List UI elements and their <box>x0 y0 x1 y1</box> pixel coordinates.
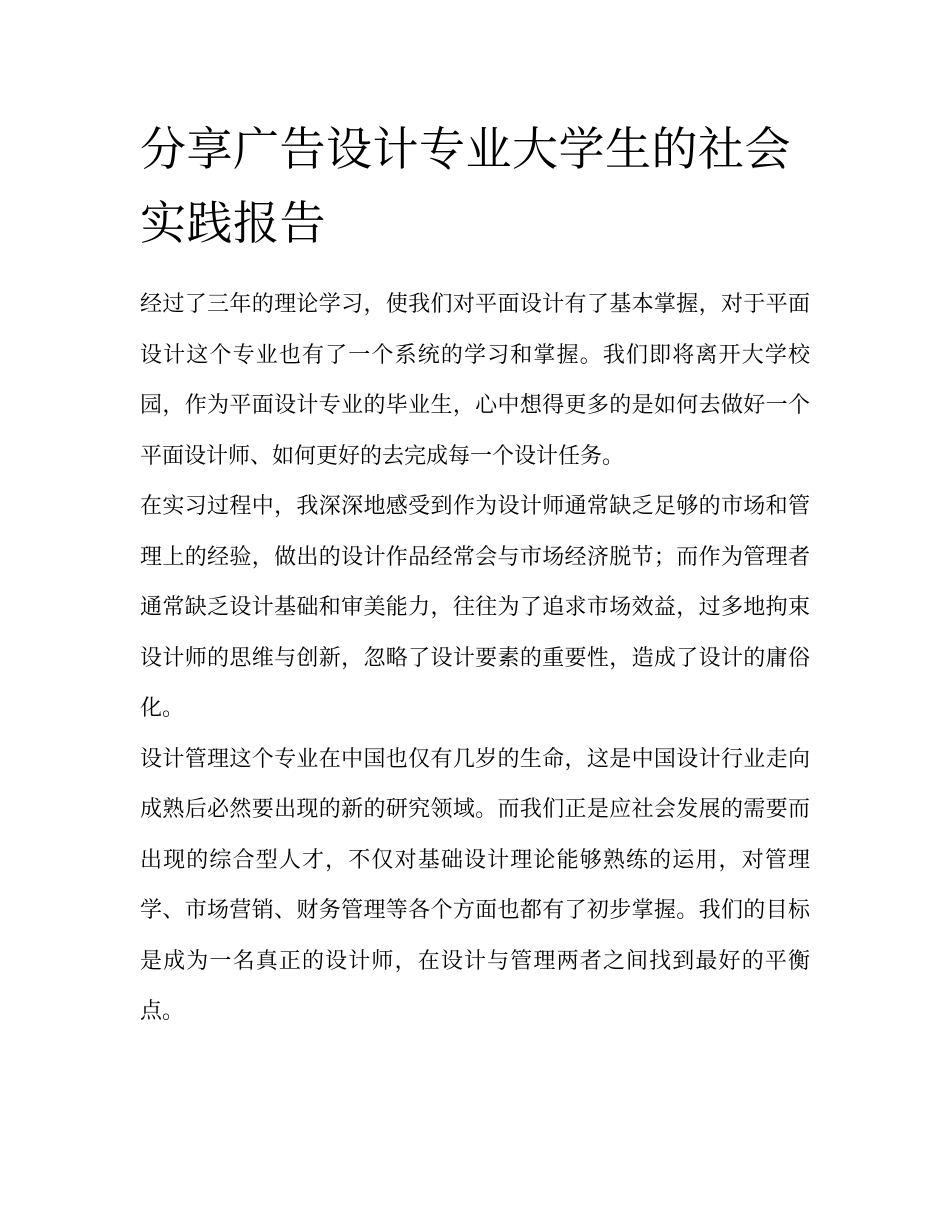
paragraph-2: 在实习过程中，我深深地感受到作为设计师通常缺乏足够的市场和管理上的经验，做出的设计作品经常会与市场经济脱节；而作为管理者通常缺乏设计基础和审美能力，往往为了追求市场效益，过多地拘束设计师的思维与创新，忽略了设计要素的重要性，造成了设计的庸俗化。 <box>140 494 810 721</box>
paragraph-3: 设计管理这个专业在中国也仅有几岁的生命，这是中国设计行业走向成熟后必然要出现的新的研究领域。而我们正是应社会发展的需要而出现的综合型人才，不仅对基础设计理论能够熟练的运用，对管理学、市场营销、财务管理等各个方面也都有了初步掌握。我们的目标是成为一名真正的设计师，在设计与管理两者之间找到最好的平衡点。 <box>140 746 810 1024</box>
paragraph-1: 经过了三年的理论学习，使我们对平面设计有了基本掌握，对于平面设计这个专业也有了一个系统的学习和掌握。我们即将离开大学校园，作为平面设计专业的毕业生，心中想得更多的是如何去做好一个平面设计师、如何更好的去完成每一个设计任务。 <box>140 292 810 469</box>
document-body <box>140 112 810 1038</box>
document-title: 分享广告设计专业大学生的社会实践报告 <box>140 122 791 250</box>
